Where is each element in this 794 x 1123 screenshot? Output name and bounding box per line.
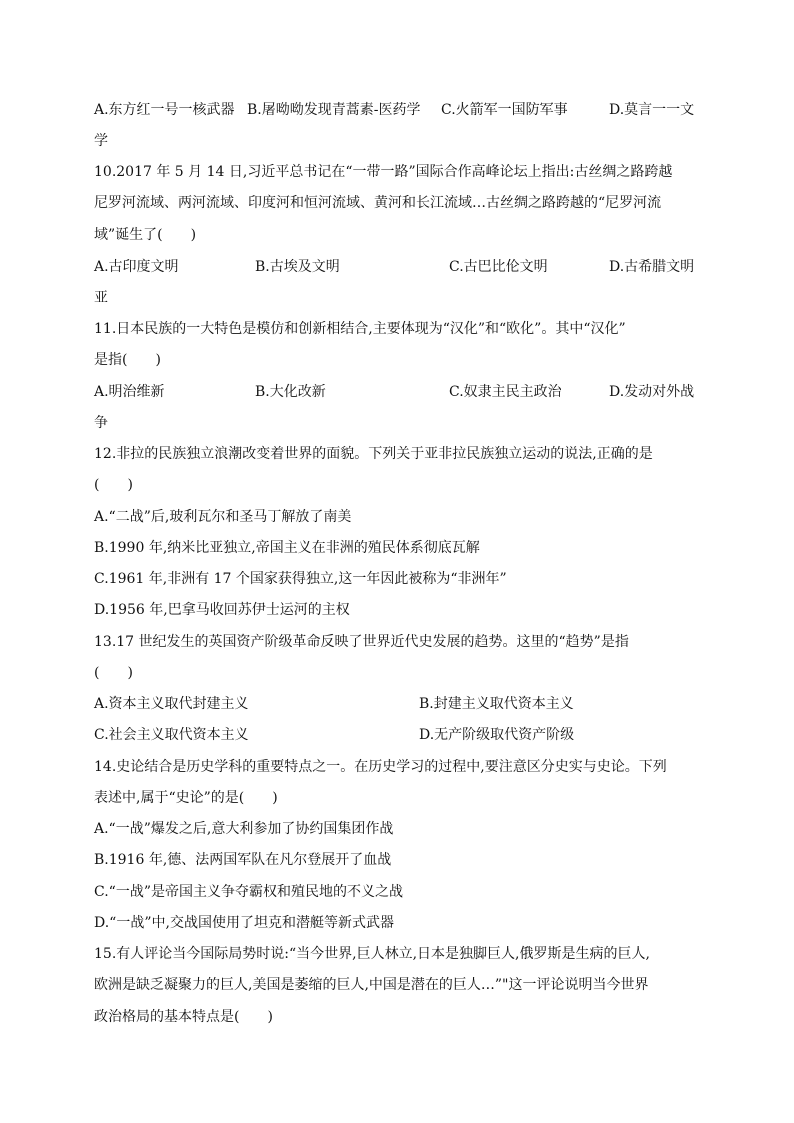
q9-option-c: C.火箭军一国防军事: [441, 102, 568, 118]
q10-option-d: D.古希腊文明: [609, 259, 695, 275]
q13-stem-line-1: 13.17 世纪发生的英国资产阶级革命反映了世界近代史发展的趋势。这里的“趋势”是指: [94, 634, 629, 650]
q14-stem-line-2: 表述中,属于“史论”的是( ): [94, 790, 278, 806]
q11-option-a: A.明治维新: [94, 384, 165, 400]
q12-option-b: B.1990 年,纳米比亚独立,帝国主义在非洲的殖民体系彻底瓦解: [94, 540, 480, 556]
q12-option-c: C.1961 年,非洲有 17 个国家获得独立,这一年因此被称为“非洲年”: [94, 571, 507, 587]
q11-stem-line-2: 是指( ): [94, 352, 161, 368]
q14-option-c: C.“一战”是帝国主义争夺霸权和殖民地的不义之战: [94, 884, 403, 900]
q13-option-b: B.封建主义取代资本主义: [419, 696, 574, 712]
q10-stem-line-1: 10.2017 年 5 月 14 日,习近平总书记在“一带一路”国际合作高峰论坛上指出:古丝绸之路跨越: [94, 164, 673, 180]
q11-option-c: C.奴隶主民主政治: [449, 384, 562, 400]
q10-option-c: C.古巴比伦文明: [449, 259, 548, 275]
q9-option-b: B.屠呦呦发现青蒿素-医药学: [247, 102, 421, 118]
q14-option-d: D.“一战”中,交战国使用了坦克和潜艇等新式武器: [94, 915, 394, 931]
q15-stem-line-1: 15.有人评论当今国际局势时说:“当今世界,巨人林立,日本是独脚巨人,俄罗斯是生病的巨人,: [94, 946, 650, 962]
q10-option-a: A.古印度文明: [94, 259, 179, 275]
q12-option-d: D.1956 年,巴拿马收回苏伊士运河的主权: [94, 602, 350, 618]
q10-option-b: B.古埃及文明: [255, 259, 340, 275]
q11-option-b: B.大化改新: [255, 384, 326, 400]
q13-option-c: C.社会主义取代资本主义: [94, 727, 249, 743]
q13-stem-line-2: ( ): [94, 665, 133, 681]
q14-stem-line-1: 14.史论结合是历史学科的重要特点之一。在历史学习的过程中,要注意区分史实与史论。下列: [94, 759, 667, 775]
q11-option-d-wrap: 争: [94, 415, 108, 431]
q9-option-d: D.莫言一一文: [609, 102, 695, 118]
q14-option-a: A.“一战”爆发之后,意大利参加了协约国集团作战: [94, 821, 394, 837]
q12-option-a: A.“二战”后,玻利瓦尔和圣马丁解放了南美: [94, 509, 352, 525]
q14-option-b: B.1916 年,德、法两国军队在凡尔登展开了血战: [94, 852, 392, 868]
q10-option-d-wrap: 亚: [94, 290, 108, 306]
q15-stem-line-3: 政治格局的基本特点是( ): [94, 1009, 273, 1025]
q13-option-d: D.无产阶级取代资产阶级: [419, 727, 575, 743]
q11-option-d: D.发动对外战: [609, 384, 695, 400]
q12-stem-line-1: 12.非拉的民族独立浪潮改变着世界的面貌。下列关于亚非拉民族独立运动的说法,正确的是: [94, 446, 653, 462]
q10-stem-line-2: 尼罗河流域、两河流域、印度河和恒河流域、黄河和长江流域…古丝绸之路跨越的“尼罗河流: [94, 195, 662, 211]
q13-option-a: A.资本主义取代封建主义: [94, 696, 249, 712]
q9-option-d-wrap: 学: [94, 133, 108, 149]
q9-option-a: A.东方红一号一核武器: [94, 102, 235, 118]
q10-stem-line-3: 域”诞生了( ): [94, 227, 197, 243]
q12-stem-line-2: ( ): [94, 477, 133, 493]
q11-stem-line-1: 11.日本民族的一大特色是模仿和创新相结合,主要体现为“汉化”和“欧化”。其中“汉化”: [94, 321, 626, 337]
q15-stem-line-2: 欧洲是缺乏凝聚力的巨人,美国是萎缩的巨人,中国是潜在的巨人…”"这一评论说明当今世界: [94, 977, 649, 993]
